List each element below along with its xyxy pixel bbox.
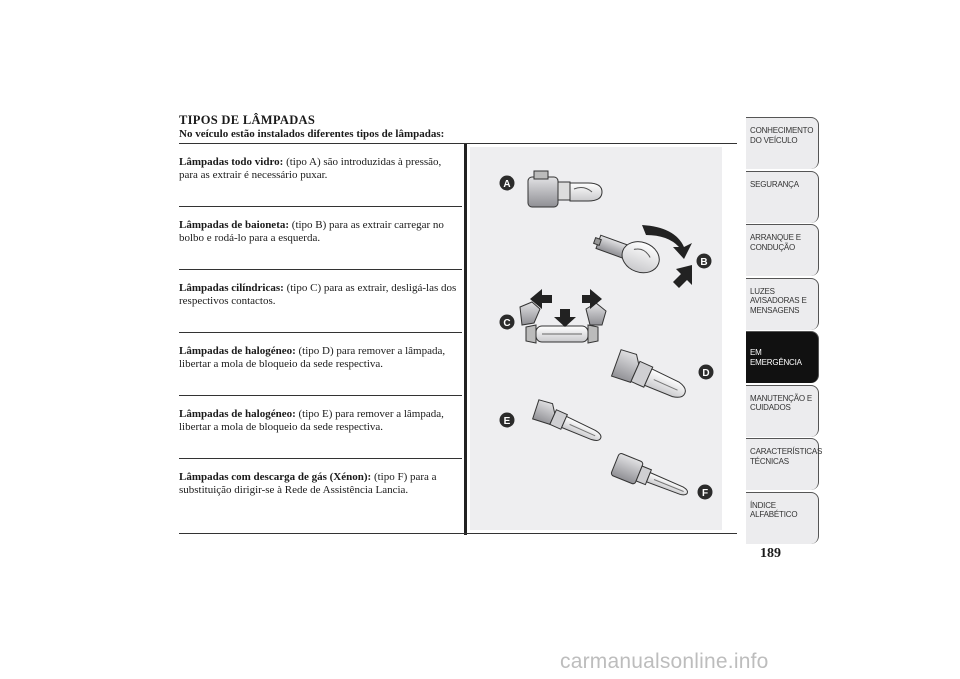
tab-em-emergencia[interactable]: EM EMERGÊNCIA <box>746 331 819 383</box>
lamp-name: Lâmpadas com descarga de gás (Xénon): <box>179 471 372 483</box>
label-d <box>699 365 714 380</box>
svg-text:E: E <box>503 416 511 427</box>
tab-arranque-e-conducao[interactable]: ARRANQUE E CONDUÇÃO <box>746 224 819 276</box>
lamp-desc: (tipo B) para as extrair carregar no bolbo e rodá-lo para a esquerda. <box>179 219 444 244</box>
label-f <box>698 485 713 500</box>
tab-caracteristicas-tecnicas[interactable]: CARACTERÍSTICAS TÉCNICAS <box>746 438 819 490</box>
svg-text:D: D <box>702 368 710 379</box>
page-number: 189 <box>760 546 781 561</box>
intro-text: No veículo estão instalados diferentes tipos de lâmpadas: <box>179 128 445 140</box>
svg-text:B: B <box>700 257 708 268</box>
lamp-name: Lâmpadas todo vidro: <box>179 156 284 168</box>
lamp-desc: (tipo F) para a substituição dirigir-se à Rede de Assistência Lancia. <box>179 471 437 496</box>
svg-text:F: F <box>701 488 709 499</box>
bulb-a-icon <box>528 171 602 207</box>
lamp-type-b <box>179 207 462 270</box>
tab-conhecimento-do-veiculo[interactable]: CONHECIMENTO DO VEÍCULO <box>746 117 819 169</box>
push-arrow-icon <box>673 265 692 288</box>
bulb-d-icon <box>610 348 692 406</box>
lamp-name: Lâmpadas cilíndricas: <box>179 282 284 294</box>
tab-luzes-avisadoras[interactable]: LUZES AVISADORAS E MENSAGENS <box>746 278 819 330</box>
label-e <box>500 413 515 428</box>
lamp-type-d <box>179 333 462 396</box>
lamp-type-e <box>179 396 462 459</box>
section-title: TIPOS DE LÂMPADAS <box>179 113 316 127</box>
label-b <box>697 254 712 269</box>
lamp-type-a <box>179 144 462 207</box>
svg-text:A: A <box>503 179 511 190</box>
lamp-desc: (tipo C) para as extrair, desligá-las dos respectivos contactos. <box>179 282 457 307</box>
svg-text:C: C <box>503 318 511 329</box>
tab-seguranca[interactable]: SEGURANÇA <box>746 171 819 223</box>
lamp-desc: (tipo D) para remover a lâmpada, libertar a mola de bloqueio da sede respectiva. <box>179 345 446 370</box>
lamp-type-c <box>179 270 462 333</box>
lamp-type-f <box>179 459 462 529</box>
watermark: carmanualsonline.info <box>560 650 769 673</box>
chapter-tabs <box>746 117 823 545</box>
label-a <box>500 176 515 191</box>
lamp-desc: (tipo A) são introduzidas à pressão, para as extrair é necessário puxar. <box>179 156 442 181</box>
lamp-desc: (tipo E) para remover a lâmpada, libertar a mola de bloqueio da sede respectiva. <box>179 408 444 433</box>
tab-manutencao-e-cuidados[interactable]: MANUTENÇÃO E CUIDADOS <box>746 385 819 437</box>
bottom-rule <box>179 533 737 534</box>
lamp-name: Lâmpadas de halogéneo: <box>179 345 296 357</box>
lamp-types-list <box>179 144 462 529</box>
lamp-name: Lâmpadas de baioneta: <box>179 219 290 231</box>
column-divider <box>464 144 467 535</box>
bulb-f-icon <box>611 453 692 504</box>
arrow-down-icon <box>554 309 576 327</box>
lamp-illustration <box>470 147 722 530</box>
lamp-name: Lâmpadas de halogéneo: <box>179 408 296 420</box>
label-c <box>500 315 515 330</box>
tab-indice-alfabetico[interactable]: ÍNDICE ALFABÉTICO <box>746 492 819 544</box>
bulb-e-icon <box>531 398 606 447</box>
